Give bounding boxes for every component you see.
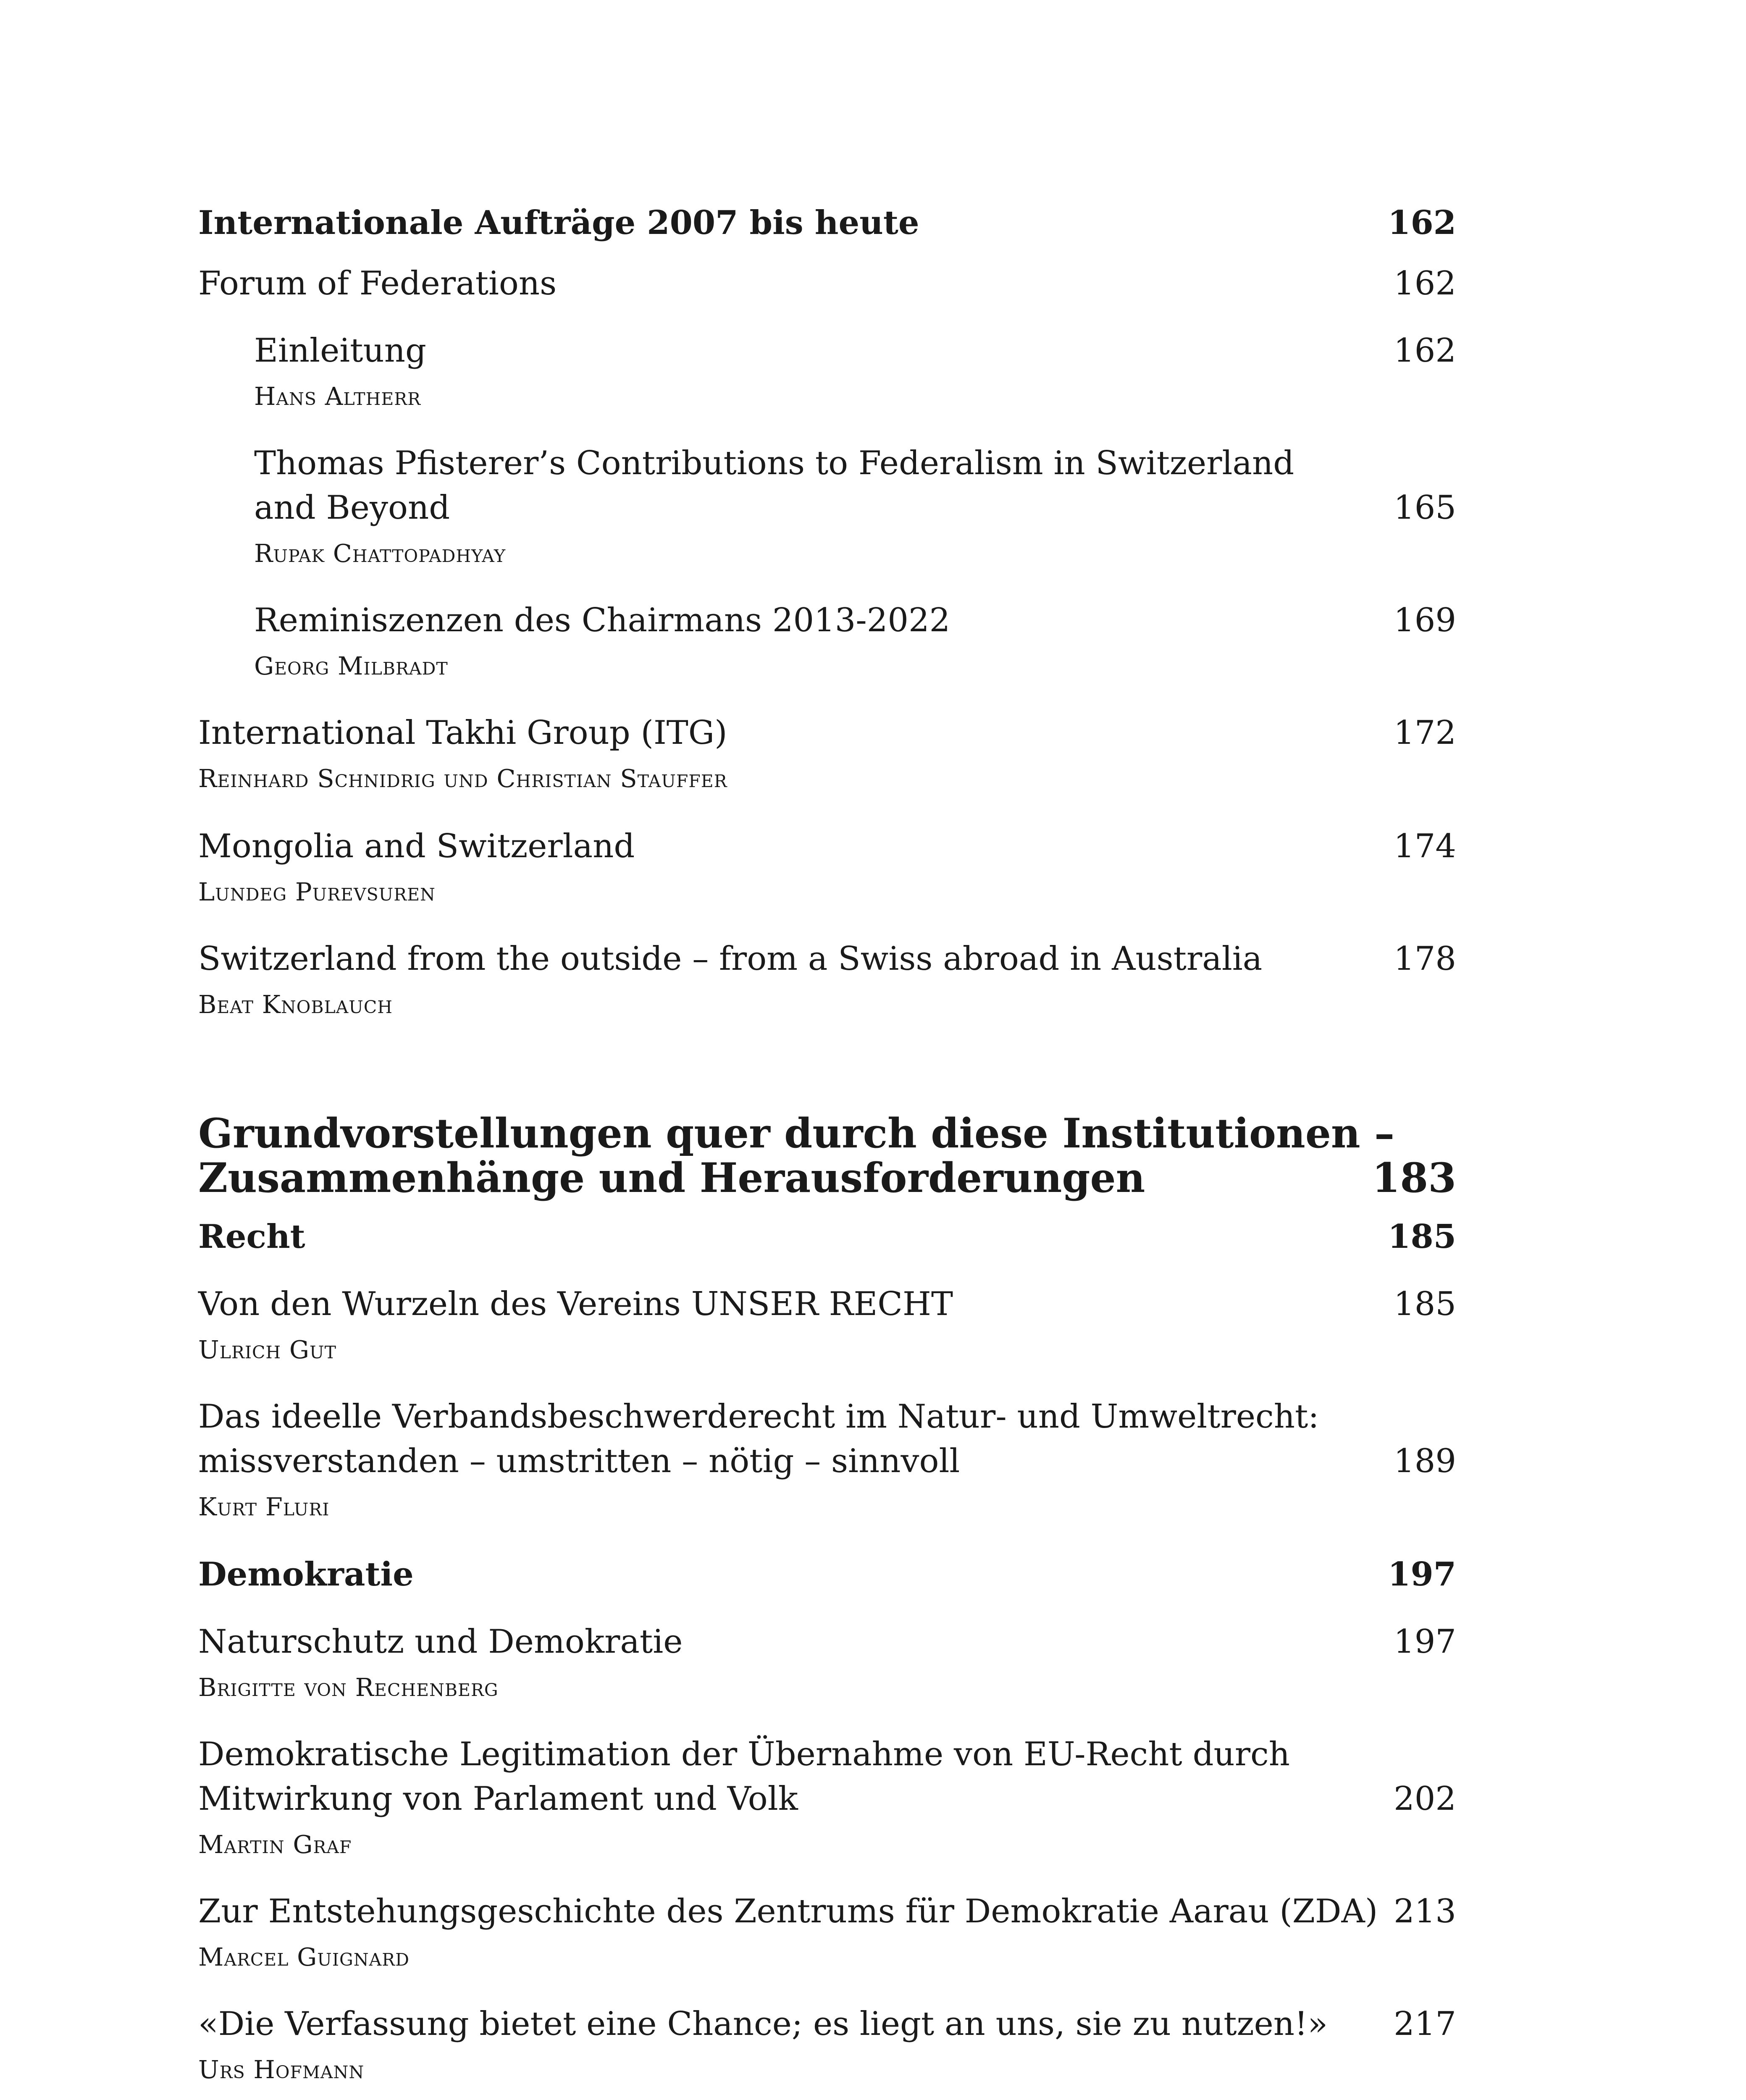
toc-entry-author: Martin Graf — [198, 1830, 352, 1859]
toc-entry-page: 178 — [1394, 940, 1456, 978]
toc-entry-author: Reinhard Schnidrig und Christian Stauffer — [198, 764, 727, 793]
toc-entry-page: 165 — [1394, 489, 1456, 527]
toc-entry-page: 217 — [1394, 2005, 1456, 2043]
toc-entry-page: 185 — [1388, 1218, 1456, 1256]
toc-entry-title-line-2: Zusammenhänge und Herausforderungen — [198, 1154, 1145, 1202]
toc-entry-page: 213 — [1394, 1893, 1456, 1930]
toc-entry-title: Einleitung — [254, 332, 426, 370]
toc-entry-author: Ulrich Gut — [198, 1335, 336, 1364]
toc-entry-title: Switzerland from the outside – from a Swiss abroad in Australia — [198, 940, 1263, 978]
toc-entry-author: Rupak Chattopadhyay — [254, 539, 506, 568]
toc-entry-page: 162 — [1394, 332, 1456, 370]
toc-entry-title: «Die Verfassung bietet eine Chance; es liegt an uns, sie zu nutzen!» — [198, 2005, 1328, 2043]
toc-entry-author: Brigitte von Rechenberg — [198, 1673, 499, 1702]
toc-entry-page: 169 — [1394, 601, 1456, 639]
toc-entry-title: Recht — [198, 1218, 305, 1256]
toc-entry-title: Zur Entstehungsgeschichte des Zentrums für Demokratie Aarau (ZDA) — [198, 1893, 1378, 1930]
toc-entry-author: Marcel Guignard — [198, 1942, 410, 1971]
toc-entry-title: Internationale Aufträge 2007 bis heute — [198, 204, 919, 242]
toc-entry-title-line-2: and Beyond — [254, 489, 450, 527]
toc-entry-author: Hans Altherr — [254, 382, 421, 411]
toc-entry-title: Mongolia and Switzerland — [198, 827, 635, 865]
toc-entry-page: 185 — [1394, 1285, 1456, 1323]
toc-entry-title: Reminiszenzen des Chairmans 2013-2022 — [254, 601, 950, 639]
toc-entry-page: 172 — [1394, 714, 1456, 752]
toc-entry-title-line-1: Thomas Pfisterer’s Contributions to Federalism in Switzerland — [254, 444, 1294, 482]
toc-entry-title-line-1: Grundvorstellungen quer durch diese Institutionen – — [198, 1110, 1395, 1157]
toc-entry-page: 197 — [1388, 1555, 1456, 1593]
toc-entry-title: Forum of Federations — [198, 265, 557, 302]
toc-entry-title-line-2: missverstanden – umstritten – nötig – sinnvoll — [198, 1442, 960, 1480]
toc-entry-page: 189 — [1394, 1442, 1456, 1480]
toc-entry-page: 174 — [1394, 827, 1456, 865]
toc-entry-author: Lundeg Purevsuren — [198, 877, 436, 906]
toc-entry-title: Naturschutz und Demokratie — [198, 1623, 683, 1661]
toc-entry-title: Demokratie — [198, 1555, 414, 1593]
toc-entry-page: 202 — [1394, 1780, 1456, 1818]
toc-entry-author: Beat Knoblauch — [198, 990, 393, 1019]
toc-entry-page: 162 — [1388, 204, 1456, 242]
toc-entry-author: Kurt Fluri — [198, 1492, 330, 1521]
toc-entry-page: 183 — [1372, 1154, 1456, 1202]
toc-entry-title-line-1: Das ideelle Verbandsbeschwerderecht im Natur- und Umweltrecht: — [198, 1398, 1319, 1436]
toc-entry-title: Von den Wurzeln des Vereins UNSER RECHT — [198, 1285, 953, 1323]
toc-entry-author: Georg Milbradt — [254, 651, 448, 680]
toc-entry-author: Urs Hofmann — [198, 2055, 365, 2084]
toc-entry-title-line-1: Demokratische Legitimation der Übernahme von EU-Recht durch — [198, 1735, 1290, 1773]
toc-entry-page: 197 — [1394, 1623, 1456, 1661]
toc-entry-title-line-2: Mitwirkung von Parlament und Volk — [198, 1780, 798, 1818]
toc-entry-page: 162 — [1394, 265, 1456, 302]
toc-entry-title: International Takhi Group (ITG) — [198, 714, 727, 752]
